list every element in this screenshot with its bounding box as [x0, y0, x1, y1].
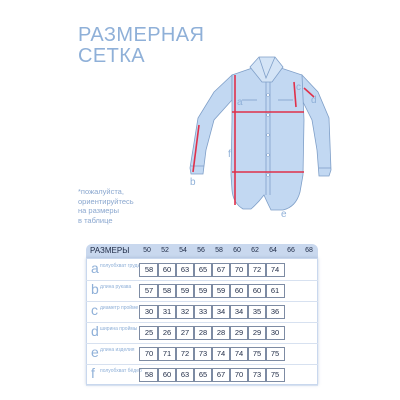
- table-cell: 60: [229, 284, 249, 298]
- table-cell: 61: [265, 284, 285, 298]
- size-header: 58: [215, 247, 223, 254]
- table-cell: 60: [157, 263, 177, 277]
- table-row: [86, 260, 318, 281]
- table-cell: 34: [229, 305, 249, 319]
- size-header: 64: [269, 247, 277, 254]
- shirt-illustration: [190, 57, 331, 210]
- row-label: длина изделия: [100, 347, 135, 353]
- size-table: [86, 244, 318, 385]
- row-label: длина рукава: [100, 284, 132, 290]
- table-row: [86, 323, 318, 344]
- table-cell: 60: [247, 284, 267, 298]
- row-label: полуобхват бёдер: [100, 368, 142, 374]
- table-cell: 74: [229, 347, 249, 361]
- table-cell: 25: [139, 326, 159, 340]
- row-letter: a: [91, 260, 99, 276]
- table-cell: 70: [139, 347, 159, 361]
- label-a: a: [237, 97, 243, 108]
- table-cell: 72: [247, 263, 267, 277]
- row-divider: [86, 385, 318, 386]
- table-cell: 75: [265, 347, 285, 361]
- table-cell: 74: [265, 263, 285, 277]
- table-cell: 57: [139, 284, 159, 298]
- table-cell: 67: [211, 368, 231, 382]
- table-row: [86, 344, 318, 365]
- table-cell: 71: [157, 347, 177, 361]
- size-header: 66: [287, 247, 295, 254]
- table-cell: 70: [229, 368, 249, 382]
- table-cell: 60: [157, 368, 177, 382]
- size-header: 56: [197, 247, 205, 254]
- table-cell: 73: [193, 347, 213, 361]
- row-label: полуобхват груди: [100, 263, 141, 269]
- table-cell: 74: [211, 347, 231, 361]
- table-cell: 67: [211, 263, 231, 277]
- table-cell: 30: [139, 305, 159, 319]
- row-letter: c: [91, 302, 98, 318]
- row-letter: b: [91, 281, 99, 297]
- table-cell: 30: [265, 326, 285, 340]
- row-letter: d: [91, 323, 99, 339]
- table-cell: 65: [193, 263, 213, 277]
- table-cell: 27: [175, 326, 195, 340]
- row-label: ширина проймы: [100, 326, 138, 332]
- table-cell: 72: [175, 347, 195, 361]
- table-cell: 63: [175, 263, 195, 277]
- table-cell: 29: [247, 326, 267, 340]
- table-cell: 75: [265, 368, 285, 382]
- table-cell: 70: [229, 263, 249, 277]
- size-header: 68: [305, 247, 313, 254]
- table-cell: 35: [247, 305, 267, 319]
- table-cell: 31: [157, 305, 177, 319]
- label-c: c: [296, 82, 301, 93]
- table-cell: 63: [175, 368, 195, 382]
- size-note: [78, 187, 168, 225]
- label-f: f: [228, 149, 231, 160]
- table-cell: 26: [157, 326, 177, 340]
- table-cell: 28: [211, 326, 231, 340]
- size-header: 62: [251, 247, 259, 254]
- title-line-1: РАЗМЕРНАЯ: [78, 24, 205, 46]
- size-header: 54: [179, 247, 187, 254]
- label-e: e: [281, 209, 287, 220]
- table-row: [86, 302, 318, 323]
- row-label: диаметр пройме: [100, 305, 139, 311]
- size-header: 50: [143, 247, 151, 254]
- row-letter: e: [91, 344, 99, 360]
- size-header: 52: [161, 247, 169, 254]
- label-b: b: [190, 177, 196, 188]
- table-cell: 34: [211, 305, 231, 319]
- table-cell: 33: [193, 305, 213, 319]
- label-d: d: [311, 95, 317, 106]
- table-cell: 59: [175, 284, 195, 298]
- note-line: в таблице: [78, 215, 113, 225]
- title-line-2: СЕТКА: [78, 45, 145, 67]
- table-cell: 28: [193, 326, 213, 340]
- table-row: [86, 281, 318, 302]
- size-header: 60: [233, 247, 241, 254]
- table-cell: 58: [157, 284, 177, 298]
- table-cell: 59: [193, 284, 213, 298]
- note-line: ориентируйтесь: [78, 196, 134, 206]
- note-line: *пожалуйста,: [78, 187, 124, 196]
- table-row: [86, 365, 318, 386]
- table-cell: 58: [139, 368, 159, 382]
- table-cell: 75: [247, 347, 267, 361]
- table-cell: 32: [175, 305, 195, 319]
- table-cell: 59: [211, 284, 231, 298]
- header-label: РАЗМЕРЫ: [90, 246, 130, 255]
- row-letter: f: [91, 365, 95, 381]
- table-cell: 73: [247, 368, 267, 382]
- table-header: [86, 244, 318, 258]
- table-cell: 58: [139, 263, 159, 277]
- table-cell: 36: [265, 305, 285, 319]
- table-cell: 65: [193, 368, 213, 382]
- table-cell: 29: [229, 326, 249, 340]
- note-line: на размеры: [78, 206, 119, 215]
